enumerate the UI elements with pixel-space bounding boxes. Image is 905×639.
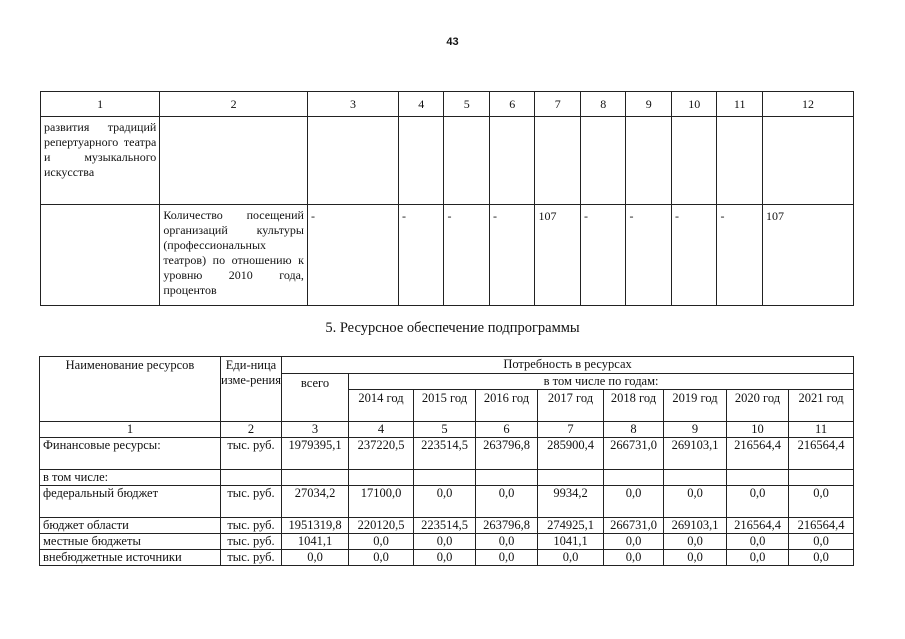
header-year: 2015 год <box>414 390 476 422</box>
page-number: 43 <box>446 36 459 48</box>
table-cell: 223514,5 <box>414 438 476 470</box>
table-cell: - <box>489 205 535 306</box>
table-cell: 1979395,1 <box>282 438 349 470</box>
table-cell <box>671 117 717 205</box>
table-cell <box>580 117 626 205</box>
table-cell: 0,0 <box>604 534 664 550</box>
table-header-row <box>41 92 854 117</box>
table-cell: 107 <box>535 205 581 306</box>
row-label: внебюджетные источники <box>40 550 221 566</box>
table-cell: тыс. руб. <box>221 518 282 534</box>
header-by-years: в том числе по годам: <box>349 374 854 390</box>
table-cell <box>664 470 727 486</box>
table-cell: 266731,0 <box>604 438 664 470</box>
table-cell: 0,0 <box>282 550 349 566</box>
table-cell <box>476 470 538 486</box>
table-row <box>40 518 854 534</box>
table-row <box>40 550 854 566</box>
header-year: 2016 год <box>476 390 538 422</box>
table-cell <box>349 470 414 486</box>
table-cell: 1041,1 <box>282 534 349 550</box>
table-cell: 0,0 <box>538 550 604 566</box>
table-cell: 0,0 <box>789 550 854 566</box>
table-cell: 0,0 <box>664 486 727 518</box>
table-cell: развития традиций репертуарного театра и музыкального искусства <box>41 117 160 205</box>
column-number: 5 <box>414 422 476 438</box>
table-cell: 0,0 <box>789 486 854 518</box>
indicators-table <box>40 91 854 306</box>
row-label: Финансовые ресурсы: <box>40 438 221 470</box>
column-number: 2 <box>221 422 282 438</box>
column-number: 8 <box>604 422 664 438</box>
column-number: 10 <box>671 92 717 117</box>
column-number: 3 <box>307 92 398 117</box>
table-cell: - <box>307 205 398 306</box>
table-cell: 0,0 <box>727 550 789 566</box>
table-row <box>40 470 854 486</box>
table-row <box>41 117 854 205</box>
column-number: 1 <box>41 92 160 117</box>
table-row <box>41 205 854 306</box>
column-number: 3 <box>282 422 349 438</box>
table-cell: тыс. руб. <box>221 534 282 550</box>
column-number: 6 <box>476 422 538 438</box>
header-year: 2014 год <box>349 390 414 422</box>
table-cell <box>762 117 853 205</box>
table-cell: 0,0 <box>476 550 538 566</box>
table-cell <box>41 205 160 306</box>
table-row <box>40 534 854 550</box>
column-number: 4 <box>349 422 414 438</box>
header-unit: Еди-ница изме-рения <box>221 357 282 422</box>
row-label: бюджет области <box>40 518 221 534</box>
table-header-row <box>40 357 854 374</box>
table-cell <box>489 117 535 205</box>
table-cell <box>282 470 349 486</box>
table-cell: - <box>626 205 672 306</box>
header-resource-name: Наименование ресурсов <box>40 357 221 422</box>
table-cell <box>538 470 604 486</box>
table-cell: 223514,5 <box>414 518 476 534</box>
table-cell: 220120,5 <box>349 518 414 534</box>
table-cell <box>160 117 308 205</box>
header-resource-need: Потребность в ресурсах <box>282 357 854 374</box>
table-cell: тыс. руб. <box>221 486 282 518</box>
header-year: 2017 год <box>538 390 604 422</box>
table-cell: - <box>398 205 444 306</box>
table-cell: 216564,4 <box>789 438 854 470</box>
column-number: 9 <box>626 92 672 117</box>
section-title: 5. Ресурсное обеспечение подпрограммы <box>325 320 580 336</box>
table-cell <box>398 117 444 205</box>
column-number: 7 <box>535 92 581 117</box>
table-cell: 27034,2 <box>282 486 349 518</box>
table-cell: 0,0 <box>414 486 476 518</box>
table-cell: 0,0 <box>414 534 476 550</box>
table-row <box>40 486 854 518</box>
table-cell: 0,0 <box>349 550 414 566</box>
table-cell <box>604 470 664 486</box>
header-year: 2018 год <box>604 390 664 422</box>
table-cell: 285900,4 <box>538 438 604 470</box>
table-cell: 0,0 <box>727 486 789 518</box>
table-cell <box>307 117 398 205</box>
table-cell: 0,0 <box>476 534 538 550</box>
column-number: 11 <box>717 92 763 117</box>
column-number: 12 <box>762 92 853 117</box>
table-cell: 274925,1 <box>538 518 604 534</box>
table-cell <box>414 470 476 486</box>
column-number: 4 <box>398 92 444 117</box>
table-cell: 1951319,8 <box>282 518 349 534</box>
table-cell <box>444 117 490 205</box>
table-cell <box>789 470 854 486</box>
table-cell: 216564,4 <box>727 518 789 534</box>
header-year: 2021 год <box>789 390 854 422</box>
column-number: 10 <box>727 422 789 438</box>
row-label: в том числе: <box>40 470 221 486</box>
table-cell: 0,0 <box>664 550 727 566</box>
table-cell: тыс. руб. <box>221 550 282 566</box>
table-cell: - <box>671 205 717 306</box>
table-cell <box>717 117 763 205</box>
table-cell: - <box>717 205 763 306</box>
column-number: 7 <box>538 422 604 438</box>
table-cell <box>535 117 581 205</box>
table-cell: 263796,8 <box>476 518 538 534</box>
column-number: 1 <box>40 422 221 438</box>
table-cell: 216564,4 <box>727 438 789 470</box>
table-cell: 0,0 <box>789 534 854 550</box>
table-cell: 269103,1 <box>664 438 727 470</box>
table-cell: 0,0 <box>414 550 476 566</box>
table-cell: 266731,0 <box>604 518 664 534</box>
column-number: 11 <box>789 422 854 438</box>
table-cell: 216564,4 <box>789 518 854 534</box>
table-cell: 0,0 <box>604 486 664 518</box>
table-cell: 0,0 <box>349 534 414 550</box>
table-cell: 17100,0 <box>349 486 414 518</box>
table-cell <box>727 470 789 486</box>
table-cell: тыс. руб. <box>221 438 282 470</box>
column-number: 6 <box>489 92 535 117</box>
header-total: всего <box>282 374 349 422</box>
header-year: 2020 год <box>727 390 789 422</box>
table-cell: 0,0 <box>727 534 789 550</box>
column-number: 9 <box>664 422 727 438</box>
table-cell: 237220,5 <box>349 438 414 470</box>
row-label: федеральный бюджет <box>40 486 221 518</box>
table-cell: 0,0 <box>476 486 538 518</box>
table-cell: 107 <box>762 205 853 306</box>
table-cell: 1041,1 <box>538 534 604 550</box>
column-numbers-row <box>40 422 854 438</box>
table-cell: 9934,2 <box>538 486 604 518</box>
column-number: 5 <box>444 92 490 117</box>
table-cell: - <box>444 205 490 306</box>
column-number: 2 <box>160 92 308 117</box>
header-year: 2019 год <box>664 390 727 422</box>
table-cell: 0,0 <box>604 550 664 566</box>
table-cell: 263796,8 <box>476 438 538 470</box>
table-cell: - <box>580 205 626 306</box>
row-label: местные бюджеты <box>40 534 221 550</box>
column-number: 8 <box>580 92 626 117</box>
table-cell: Количество посещений организаций культуры (профессиональных театров) по отношению к уровню 2010 года, процентов <box>160 205 308 306</box>
table-cell <box>626 117 672 205</box>
table-cell <box>221 470 282 486</box>
table-cell: 269103,1 <box>664 518 727 534</box>
table-row <box>40 438 854 470</box>
resources-table <box>39 356 854 566</box>
table-cell: 0,0 <box>664 534 727 550</box>
